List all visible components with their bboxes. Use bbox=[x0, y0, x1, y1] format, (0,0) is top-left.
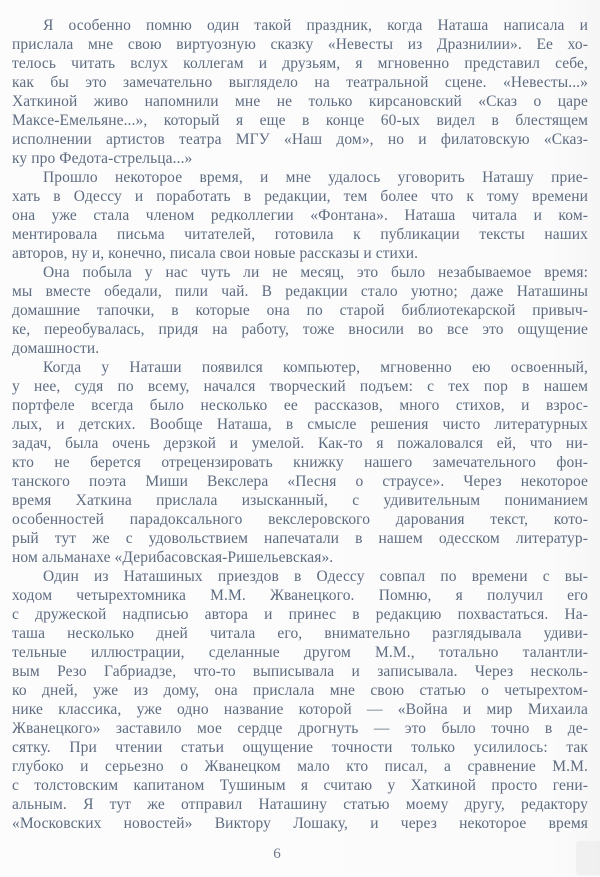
text-line: ко дней, уже из дому, она прислала мне свою статью о четырехтом- bbox=[12, 682, 588, 699]
page-number: 6 bbox=[273, 846, 281, 862]
text-line: ментировала письма читателей, готовила к публикации тексты наших bbox=[12, 226, 588, 243]
text-line: Один из Наташиных приездов в Одессу совпал по времени с вы- bbox=[43, 568, 588, 585]
text-line: время Хаткина прислала изысканный, с удивительным пониманием bbox=[12, 492, 588, 509]
text-line: особенностей парадоксального векслеровского дарования текст, кото- bbox=[12, 511, 588, 528]
text-line: Жванецкого» заставило мое сердце дрогнуть — это было точно в де- bbox=[12, 720, 588, 737]
text-line: ном альманахе «Дерибасовская-Ришельевская». bbox=[12, 549, 334, 566]
text-line: исполнении артистов театра МГУ «Наш дом», но и филатовскую «Сказ- bbox=[12, 131, 588, 148]
page-text bbox=[12, 16, 588, 833]
text-line: рый тут же с удовольствием напечатали в нашем одесском литератур- bbox=[12, 530, 588, 547]
text-line: Прошло некоторое время, и мне удалось уговорить Наташу прие- bbox=[43, 169, 588, 186]
text-line: у нее, судя по всему, начался творческий подъем: с тех пор в нашем bbox=[12, 378, 588, 395]
text-line: лых, и детских. Вообще Наташа, в смысле решения чисто литературных bbox=[12, 416, 588, 433]
text-line: нике классика, уже одно название которой — «Война и мир Михаила bbox=[12, 701, 588, 718]
text-line: Она побыла у нас чуть ли не месяц, это было незабываемое время: bbox=[43, 264, 588, 281]
text-line: сятку. При чтении статьи ощущение точности только усилилось: так bbox=[12, 739, 588, 756]
text-line: с дружеской надписью автора и принес в редакцию похвастаться. На- bbox=[12, 606, 588, 623]
text-line: глубоко и серьезно о Жванецком мало кто писал, а сравнение М.М. bbox=[12, 758, 588, 775]
text-line: Когда у Наташи появился компьютер, мгновенно ею освоенный, bbox=[43, 359, 588, 376]
text-line: «Московских новостей» Виктору Лошаку, и через некоторое время bbox=[12, 815, 588, 832]
text-line: домашние тапочки, в которые она по старой библиотекарской привыч- bbox=[12, 302, 588, 319]
text-line: вым Резо Габриадзе, что-то выписывала и записывала. Через несколь- bbox=[12, 663, 588, 680]
text-line: портфеле всегда было несколько ее рассказов, много стихов, и взрос- bbox=[12, 397, 588, 414]
text-line: таша несколько дней читала его, внимательно разглядывала удиви- bbox=[12, 625, 588, 642]
text-line: она уже стала членом редколлегии «Фонтана». Наташа читала и ком- bbox=[12, 207, 588, 224]
text-line: Максе-Емельяне...», который я еще в конце 60-ых видел в блестящем bbox=[12, 112, 588, 129]
scan-edge-artifact bbox=[576, 841, 600, 875]
text-line: мы вместе обедали, пили чай. В редакции стало уютно; даже Наташины bbox=[12, 283, 588, 300]
text-line: задач, была очень дерзкой и умелой. Как-то я пожаловался ей, что ни- bbox=[12, 435, 588, 452]
text-line: Я особенно помню один такой праздник, когда Наташа написала и bbox=[43, 17, 588, 34]
text-line: как бы это замечательно выглядело на театральной сцене. «Невесты...» bbox=[12, 74, 588, 91]
text-line: альным. Я тут же отправил Наташину статью моему другу, редактору bbox=[12, 796, 588, 813]
text-line: телось читать вслух коллегам и друзьям, я мгновенно представил себе, bbox=[12, 55, 588, 72]
text-line: прислала мне свою виртуозную сказку «Невесты из Дразнилии». Ее хо- bbox=[12, 36, 588, 53]
text-line: ке, переобувалась, придя на работу, тоже вносили во все это ощущение bbox=[12, 321, 588, 338]
text-line: хать в Одессу и поработать в редакции, тем более что к тому времени bbox=[12, 188, 588, 205]
text-line: с толстовским капитаном Тушиным я считаю у Хаткиной просто гени- bbox=[12, 777, 588, 794]
text-line: авторов, ну и, конечно, писала свои новые рассказы и стихи. bbox=[12, 245, 419, 262]
text-line: танского поэта Миши Векслера «Песня о страусе». Через некоторое bbox=[12, 473, 588, 490]
text-line: домашности. bbox=[12, 340, 100, 357]
text-line: ходом четырехтомника М.М. Жванецкого. Помню, я получил его bbox=[12, 587, 588, 604]
text-line: ку про Федота-стрельца...» bbox=[12, 150, 193, 167]
text-line: Хаткиной живо напомнили мне не только кирсановский «Сказ о царе bbox=[12, 93, 588, 110]
text-line: кто не берется отрецензировать книжку нашего замечательного фон- bbox=[12, 454, 588, 471]
text-line: тельные иллюстрации, сделанные другом М.М., тотально талантли- bbox=[12, 644, 588, 661]
